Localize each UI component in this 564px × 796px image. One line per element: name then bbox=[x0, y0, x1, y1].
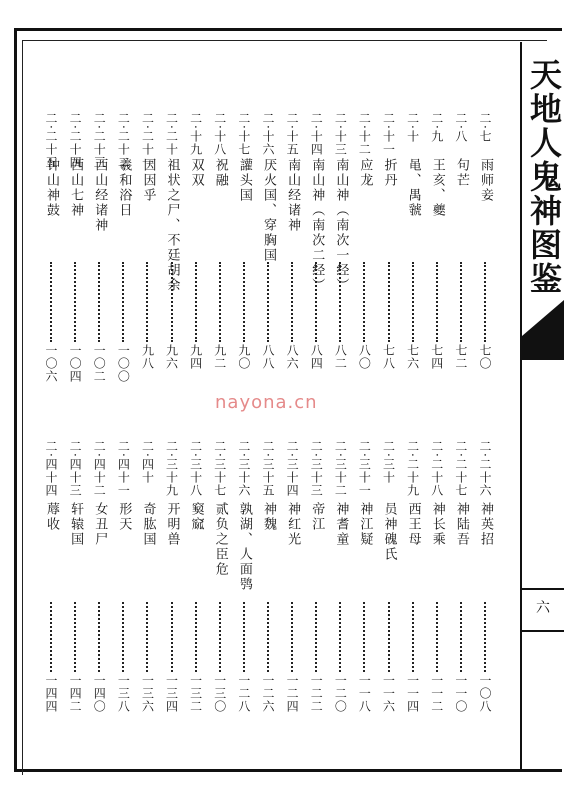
entry-number: 二·三十二 bbox=[333, 440, 348, 497]
entry-number: 二·三十六 bbox=[236, 440, 251, 497]
dot-leader bbox=[412, 262, 414, 342]
entry-title: 折丹 bbox=[381, 158, 397, 188]
entry-page-number: 一四二 bbox=[68, 674, 83, 713]
toc-entry bbox=[450, 440, 472, 720]
toc-entry bbox=[40, 112, 62, 390]
entry-number: 二·十五 bbox=[285, 112, 300, 156]
entry-page-number: 九二 bbox=[212, 344, 227, 370]
toc-entry bbox=[64, 440, 86, 720]
entry-page-number: 八四 bbox=[309, 344, 324, 370]
dot-leader bbox=[74, 602, 76, 672]
entry-number: 二·二十五 bbox=[44, 112, 58, 169]
entry-number: 二·二十二 bbox=[116, 112, 131, 169]
entry-number: 二·二十四 bbox=[68, 112, 83, 169]
toc-entry bbox=[161, 440, 183, 720]
entry-number: 二·三十一 bbox=[357, 440, 372, 497]
dot-leader bbox=[98, 602, 100, 672]
entry-title: 女丑尸 bbox=[92, 502, 108, 547]
entry-title: 孰湖、人面鸮 bbox=[236, 502, 252, 592]
toc-entry bbox=[329, 112, 351, 390]
toc-entry bbox=[88, 112, 110, 390]
entry-title: 黾、禺虢 bbox=[405, 158, 421, 218]
entry-page-number: 一三六 bbox=[140, 674, 155, 713]
toc-entry bbox=[64, 112, 86, 390]
toc-entry bbox=[136, 440, 158, 720]
toc-entry bbox=[88, 440, 110, 720]
entry-number: 二·二十九 bbox=[405, 440, 420, 497]
entry-number: 二·四十一 bbox=[116, 440, 131, 497]
entry-title: 南山神（南次二经） bbox=[309, 158, 325, 293]
entry-page-number: 一〇〇 bbox=[116, 344, 131, 383]
toc-entry bbox=[185, 112, 207, 390]
entry-number: 二·十九 bbox=[188, 112, 203, 156]
toc-entry bbox=[257, 440, 279, 720]
entry-number: 二·三十 bbox=[381, 440, 396, 484]
toc-entry bbox=[112, 440, 134, 720]
toc-bottom-block bbox=[40, 440, 496, 720]
entry-title: 双双 bbox=[188, 158, 204, 188]
toc-entry bbox=[426, 440, 448, 720]
entry-title: 西山七神 bbox=[68, 158, 84, 218]
dot-leader bbox=[315, 262, 317, 342]
entry-page-number: 八〇 bbox=[357, 344, 372, 370]
toc-entry bbox=[402, 112, 424, 390]
toc-entry bbox=[136, 112, 158, 390]
entry-page-number: 九八 bbox=[140, 344, 155, 370]
dot-leader bbox=[122, 602, 124, 672]
entry-page-number: 一二六 bbox=[260, 674, 275, 713]
dot-leader bbox=[363, 262, 365, 342]
dot-leader bbox=[484, 602, 486, 672]
entry-title: 南山神（南次一经） bbox=[333, 158, 349, 293]
entry-page-number: 一一六 bbox=[381, 674, 396, 713]
toc-entry bbox=[161, 112, 183, 390]
entry-page-number: 一三八 bbox=[116, 674, 131, 713]
dot-leader bbox=[74, 262, 76, 342]
entry-number: 二·三十五 bbox=[260, 440, 275, 497]
entry-page-number: 七八 bbox=[381, 344, 396, 370]
entry-page-number: 七六 bbox=[405, 344, 420, 370]
entry-page-number: 一四〇 bbox=[92, 674, 107, 713]
entry-number: 二·十八 bbox=[212, 112, 227, 156]
entry-title: 员神磈氏 bbox=[381, 502, 397, 562]
entry-page-number: 一〇二 bbox=[92, 344, 107, 383]
entry-title: 神魏 bbox=[260, 502, 276, 532]
toc-entry bbox=[209, 112, 231, 390]
toc-entry bbox=[402, 440, 424, 720]
entry-title: 开明兽 bbox=[164, 502, 180, 547]
dot-leader bbox=[484, 262, 486, 342]
entry-page-number: 一〇六 bbox=[44, 344, 58, 383]
toc-entry bbox=[426, 112, 448, 390]
toc-entry bbox=[353, 112, 375, 390]
entry-number: 二·二十六 bbox=[477, 440, 492, 497]
entry-page-number: 九四 bbox=[188, 344, 203, 370]
entry-number: 二·三十八 bbox=[188, 440, 203, 497]
entry-title: 雨师妾 bbox=[477, 158, 493, 203]
entry-number: 二·十四 bbox=[309, 112, 324, 156]
entry-title: 讙头国 bbox=[236, 158, 252, 203]
entry-page-number: 七〇 bbox=[477, 344, 492, 370]
dot-leader bbox=[98, 262, 100, 342]
entry-number: 二·四十三 bbox=[68, 440, 83, 497]
entry-number: 二·二十 bbox=[164, 112, 179, 156]
toc-entry bbox=[305, 440, 327, 720]
entry-page-number: 一一四 bbox=[405, 674, 420, 713]
entry-title: 形天 bbox=[116, 502, 132, 532]
entry-title: 神江疑 bbox=[357, 502, 373, 547]
dot-leader bbox=[388, 602, 390, 672]
entry-page-number: 一一八 bbox=[357, 674, 372, 713]
toc-top-block bbox=[40, 112, 496, 390]
dot-leader bbox=[460, 262, 462, 342]
dot-leader bbox=[315, 602, 317, 672]
entry-title: 奇肱国 bbox=[140, 502, 156, 547]
toc-entry bbox=[185, 440, 207, 720]
dot-leader bbox=[339, 262, 341, 342]
toc-entry bbox=[233, 112, 255, 390]
dot-leader bbox=[171, 602, 173, 672]
entry-title: 羲和浴日 bbox=[116, 158, 132, 218]
dot-leader bbox=[291, 262, 293, 342]
toc-entry bbox=[257, 112, 279, 390]
entry-number: 二·三十三 bbox=[309, 440, 324, 497]
page-marker: 六 bbox=[522, 588, 564, 632]
entry-title: 西王母 bbox=[405, 502, 421, 547]
entry-title: 王亥、夔 bbox=[429, 158, 445, 218]
entry-title: 厌火国、穿胸国 bbox=[260, 158, 276, 263]
entry-title: 贰负之臣危 bbox=[212, 502, 228, 577]
entry-number: 二·二十一 bbox=[140, 112, 155, 169]
toc-entry bbox=[40, 440, 62, 720]
entry-page-number: 一二四 bbox=[285, 674, 300, 713]
dot-leader bbox=[195, 262, 197, 342]
entry-page-number: 一四四 bbox=[44, 674, 58, 713]
entry-number: 二·三十四 bbox=[285, 440, 300, 497]
entry-title: 因因乎 bbox=[140, 158, 156, 203]
entry-number: 二·十一 bbox=[381, 112, 396, 156]
entry-page-number: 一一〇 bbox=[453, 674, 468, 713]
toc-entry bbox=[233, 440, 255, 720]
dot-leader bbox=[171, 262, 173, 342]
entry-number: 二·三十七 bbox=[212, 440, 227, 497]
entry-number: 二·十 bbox=[405, 112, 420, 143]
watermark: nayona.cn bbox=[215, 392, 318, 413]
toc-entry bbox=[281, 440, 303, 720]
toc-entry bbox=[281, 112, 303, 390]
entry-number: 二·十二 bbox=[357, 112, 372, 156]
entry-page-number: 一一二 bbox=[429, 674, 444, 713]
dot-leader bbox=[50, 262, 52, 342]
entry-page-number: 一三〇 bbox=[212, 674, 227, 713]
entry-number: 二·四十二 bbox=[92, 440, 107, 497]
entry-title: 应龙 bbox=[357, 158, 373, 188]
toc-entry bbox=[474, 440, 496, 720]
dot-leader bbox=[146, 262, 148, 342]
dot-leader bbox=[146, 602, 148, 672]
entry-page-number: 一三四 bbox=[164, 674, 179, 713]
dot-leader bbox=[436, 262, 438, 342]
toc-entry bbox=[450, 112, 472, 390]
entry-title: 神长乘 bbox=[429, 502, 445, 547]
entry-page-number: 七四 bbox=[429, 344, 444, 370]
entry-number: 二·三十九 bbox=[164, 440, 179, 497]
entry-page-number: 一二〇 bbox=[333, 674, 348, 713]
dot-leader bbox=[122, 262, 124, 342]
toc-entry bbox=[112, 112, 134, 390]
entry-page-number: 八二 bbox=[333, 344, 348, 370]
toc-entry bbox=[353, 440, 375, 720]
entry-page-number: 八八 bbox=[260, 344, 275, 370]
toc-entry bbox=[474, 112, 496, 390]
toc-entry bbox=[378, 112, 400, 390]
entry-title: 蓐收 bbox=[44, 502, 59, 532]
dot-leader bbox=[267, 602, 269, 672]
entry-title: 神英招 bbox=[477, 502, 493, 547]
entry-page-number: 七二 bbox=[453, 344, 468, 370]
dot-leader bbox=[219, 602, 221, 672]
entry-number: 二·九 bbox=[429, 112, 444, 143]
dot-leader bbox=[267, 262, 269, 342]
toc-entry bbox=[305, 112, 327, 390]
toc-entry bbox=[378, 440, 400, 720]
dot-leader bbox=[243, 262, 245, 342]
entry-number: 二·十七 bbox=[236, 112, 251, 156]
entry-title: 神耆童 bbox=[333, 502, 349, 547]
entry-number: 二·十三 bbox=[333, 112, 348, 156]
entry-title: 祖状之尸、不廷胡余 bbox=[164, 158, 180, 293]
dot-leader bbox=[243, 602, 245, 672]
dot-leader bbox=[339, 602, 341, 672]
entry-number: 二·二十八 bbox=[429, 440, 444, 497]
entry-title: 钟山神鼓 bbox=[44, 158, 59, 218]
entry-number: 二·八 bbox=[453, 112, 468, 143]
entry-title: 西山经诸神 bbox=[92, 158, 108, 233]
dot-leader bbox=[436, 602, 438, 672]
entry-page-number: 一〇四 bbox=[68, 344, 83, 383]
dot-leader bbox=[50, 602, 52, 672]
entry-number: 二·二十七 bbox=[453, 440, 468, 497]
entry-title: 祝融 bbox=[212, 158, 228, 188]
entry-page-number: 一三二 bbox=[188, 674, 203, 713]
entry-title: 神陆吾 bbox=[453, 502, 469, 547]
entry-page-number: 一二八 bbox=[236, 674, 251, 713]
toc-entry bbox=[329, 440, 351, 720]
entry-number: 二·二十三 bbox=[92, 112, 107, 169]
entry-title: 帝江 bbox=[309, 502, 325, 532]
entry-title: 窫窳 bbox=[188, 502, 204, 532]
entry-title: 神红光 bbox=[285, 502, 301, 547]
dot-leader bbox=[388, 262, 390, 342]
dot-leader bbox=[291, 602, 293, 672]
entry-title: 南山经诸神 bbox=[285, 158, 301, 233]
entry-page-number: 一〇八 bbox=[477, 674, 492, 713]
toc-entry bbox=[209, 440, 231, 720]
dot-leader bbox=[219, 262, 221, 342]
entry-page-number: 九六 bbox=[164, 344, 179, 370]
dot-leader bbox=[412, 602, 414, 672]
dot-leader bbox=[363, 602, 365, 672]
entry-page-number: 八六 bbox=[285, 344, 300, 370]
dot-leader bbox=[460, 602, 462, 672]
entry-page-number: 一二二 bbox=[309, 674, 324, 713]
book-title: 天地人鬼神图鉴 bbox=[525, 58, 563, 296]
entry-number: 二·四十 bbox=[140, 440, 155, 484]
entry-title: 句芒 bbox=[453, 158, 469, 188]
entry-number: 二·七 bbox=[477, 112, 492, 143]
dot-leader bbox=[195, 602, 197, 672]
entry-number: 二·十六 bbox=[260, 112, 275, 156]
entry-title: 轩辕国 bbox=[68, 502, 84, 547]
entry-number: 二·四十四 bbox=[44, 440, 58, 497]
entry-page-number: 九〇 bbox=[236, 344, 251, 370]
